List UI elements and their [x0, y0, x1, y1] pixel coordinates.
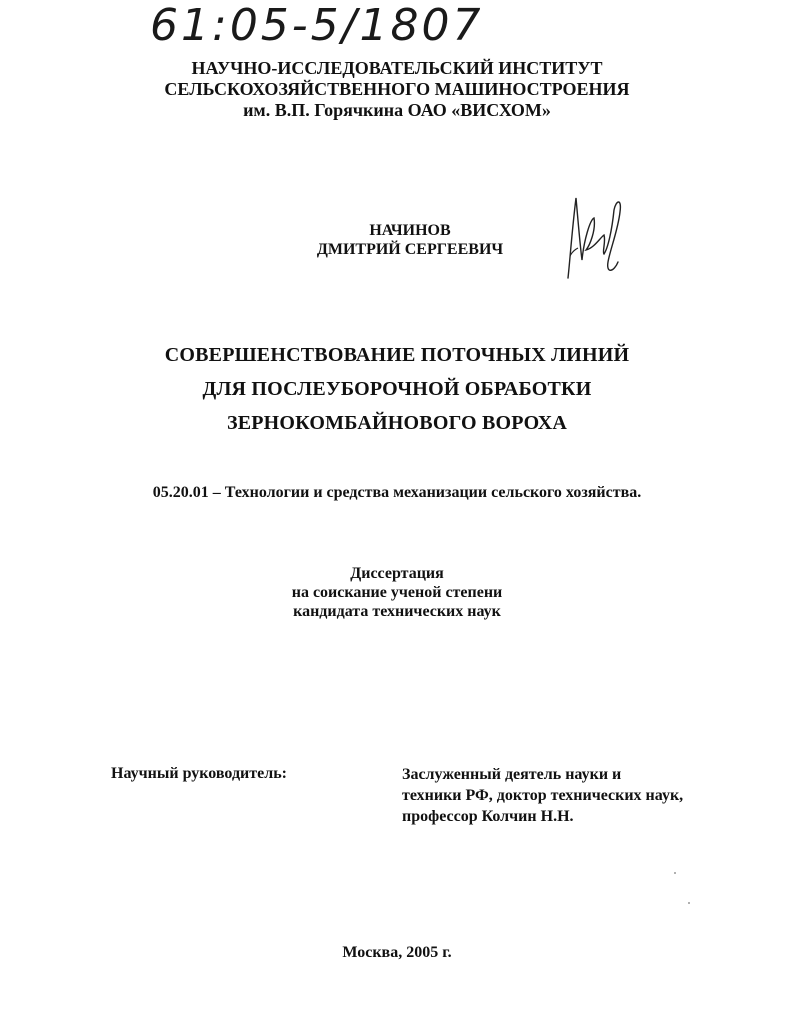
supervisor-line-2: техники РФ, доктор технических наук,	[402, 787, 684, 804]
title-line-3: ЗЕРНОКОМБАЙНОВОГО ВОРОХА	[226, 412, 568, 434]
title-line-2: ДЛЯ ПОСЛЕУБОРОЧНОЙ ОБРАБОТКИ	[202, 378, 592, 400]
institute-line-2: СЕЛЬСКОХОЗЯЙСТВЕННОГО МАШИНОСТРОЕНИЯ	[164, 79, 630, 99]
supervisor-line-3: профессор Колчин Н.Н.	[402, 808, 574, 825]
institute-block	[0, 58, 794, 121]
degree-line-3: кандидата технических наук	[293, 603, 501, 620]
supervisor-label: Научный руководитель:	[111, 765, 287, 782]
author-given-names: ДМИТРИЙ СЕРГЕЕВИЧ	[316, 241, 504, 258]
dissertation-title	[0, 338, 794, 440]
title-line-1: СОВЕРШЕНСТВОВАНИЕ ПОТОЧНЫХ ЛИНИЙ	[164, 344, 630, 366]
specialty-code: 05.20.01 – Технологии и средства механизации сельского хозяйства.	[152, 484, 642, 501]
city-year: Москва, 2005 г.	[342, 944, 452, 961]
scan-speck	[688, 902, 690, 904]
signature-image	[560, 190, 635, 285]
degree-line-1: Диссертация	[350, 565, 444, 582]
scan-speck	[674, 872, 676, 874]
institute-line-3: им. В.П. Горячкина ОАО «ВИСХОМ»	[243, 100, 551, 120]
degree-block	[0, 564, 794, 621]
archive-stamp: 61:05-5/1807	[150, 0, 484, 51]
author-block	[220, 221, 600, 259]
author-surname: НАЧИНОВ	[369, 222, 451, 239]
supervisor-line-1: Заслуженный деятель науки и	[402, 766, 622, 783]
supervisor-details	[402, 764, 683, 827]
degree-line-2: на соискание ученой степени	[291, 584, 503, 601]
institute-line-1: НАУЧНО-ИССЛЕДОВАТЕЛЬСКИЙ ИНСТИТУТ	[191, 58, 603, 78]
